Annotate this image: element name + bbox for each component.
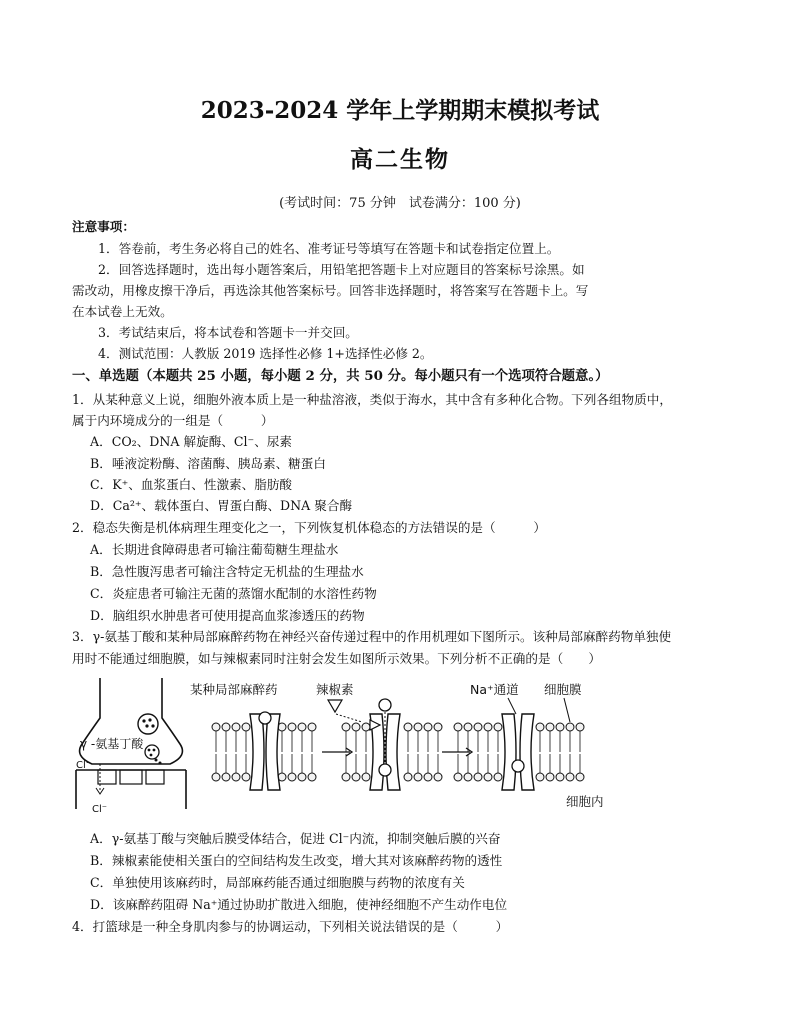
notice-item: 3．考试结束后，将本试卷和答题卡一并交回。: [98, 325, 358, 340]
membrane-panel-1: [210, 712, 320, 790]
question-stem: 用时不能通过细胞膜，如与辣椒素同时注射会发生如图所示效果。下列分析不正确的是（ ）: [72, 651, 601, 666]
page-title: 2023-2024 学年上学期期末模拟考试: [200, 97, 600, 124]
question-stem: 2．稳态失衡是机体病理生理变化之一，下列恢复机体稳态的方法错误的是（ ）: [72, 520, 546, 535]
mechanism-diagram: [70, 674, 630, 819]
capsaicin-triangle-icon: [328, 700, 342, 712]
gaba-label: γ -氨基丁酸: [80, 737, 144, 751]
exam-info: (考试时间：75 分钟 试卷满分：100 分): [279, 196, 521, 211]
page-subtitle: 高二生物: [350, 146, 450, 173]
notice-item: 需改动，用橡皮擦干净后，再选涂其他答案标号。回答非选择题时，将答案写在答题卡上。写: [72, 283, 589, 298]
membrane-panel-2: [342, 699, 442, 790]
option-c: C．K⁺、血浆蛋白、性激素、脂肪酸: [90, 477, 293, 492]
membrane-panel-3: [454, 714, 584, 790]
na-channel-label: Na⁺通道: [470, 682, 519, 697]
question-stem: 属于内环境成分的一组是（ ）: [72, 413, 274, 428]
option-a: A．CO₂、DNA 解旋酶、Cl⁻、尿素: [90, 434, 292, 449]
anesthetic-molecule-icon: [512, 760, 524, 772]
option-d: D．该麻醉药阻碍 Na⁺通过协助扩散进入细胞，使神经细胞不产生动作电位: [90, 897, 508, 912]
option-b: B．辣椒素能使相关蛋白的空间结构发生改变，增大其对该麻醉药物的透性: [90, 853, 503, 868]
notice-item: 4．测试范围：人教版 2019 选择性必修 1+选择性必修 2。: [98, 346, 433, 361]
anesthetic-label: 某种局部麻醉药: [190, 682, 278, 697]
cl-bottom-label: Cl⁻: [92, 804, 108, 815]
option-d: D．Ca²⁺、载体蛋白、胃蛋白酶、DNA 聚合酶: [90, 498, 353, 513]
notice-heading: 注意事项：: [72, 219, 135, 234]
option-d: D．脑组织水肿患者可使用提高血浆渗透压的药物: [90, 608, 365, 623]
question-stem: 4．打篮球是一种全身肌肉参与的协调运动，下列相关说法错误的是（ ）: [72, 919, 509, 934]
anesthetic-molecule-icon: [379, 699, 391, 711]
membrane-pointer: [564, 698, 570, 722]
notice-item: 2．回答选择题时，选出每小题答案后，用铅笔把答题卡上对应题目的答案标号涂黑。如: [98, 262, 585, 277]
option-a: A．γ-氨基丁酸与突触后膜受体结合，促进 Cl⁻内流，抑制突触后膜的兴奋: [90, 831, 501, 846]
option-a: A．长期进食障碍患者可输注葡萄糖生理盐水: [90, 542, 339, 557]
na-channel-pointer: [508, 698, 516, 714]
anesthetic-molecule-icon: [379, 764, 391, 776]
section-heading: 一、单选题（本题共 25 小题，每小题 2 分，共 50 分。每小题只有一个选项符合题意。）: [72, 368, 609, 384]
option-c: C．炎症患者可输注无菌的蒸馏水配制的水溶性药物: [90, 586, 377, 601]
option-b: B．急性腹泻患者可输注含特定无机盐的生理盐水: [90, 564, 364, 579]
membrane-label: 细胞膜: [544, 682, 582, 697]
anesthetic-molecule-icon: [259, 712, 271, 724]
option-b: B．唾液淀粉酶、溶菌酶、胰岛素、糖蛋白: [90, 456, 326, 471]
notice-item: 1．答卷前，考生务必将自己的姓名、准考证号等填写在答题卡和试卷指定位置上。: [98, 241, 560, 256]
notice-item: 在本试卷上无效。: [72, 304, 173, 319]
capsaicin-label: 辣椒素: [316, 682, 354, 697]
cl-top-label: Cl⁻: [76, 760, 92, 771]
option-c: C．单独使用该麻药时，局部麻药能否通过细胞膜与药物的浓度有关: [90, 875, 465, 890]
question-stem: 3．γ-氨基丁酸和某种局部麻醉药物在神经兴奋传递过程中的作用机理如下图所示。该种局部麻醉药物单独使: [72, 629, 672, 644]
capsaicin-arrow: [336, 714, 362, 722]
inside-cell-label: 细胞内: [566, 794, 604, 809]
cl-flow-arrow: [92, 764, 100, 792]
question-stem: 1．从某种意义上说，细胞外液本质上是一种盐溶液，类似于海水，其中含有多种化合物。下列各组物质中，: [72, 392, 672, 407]
